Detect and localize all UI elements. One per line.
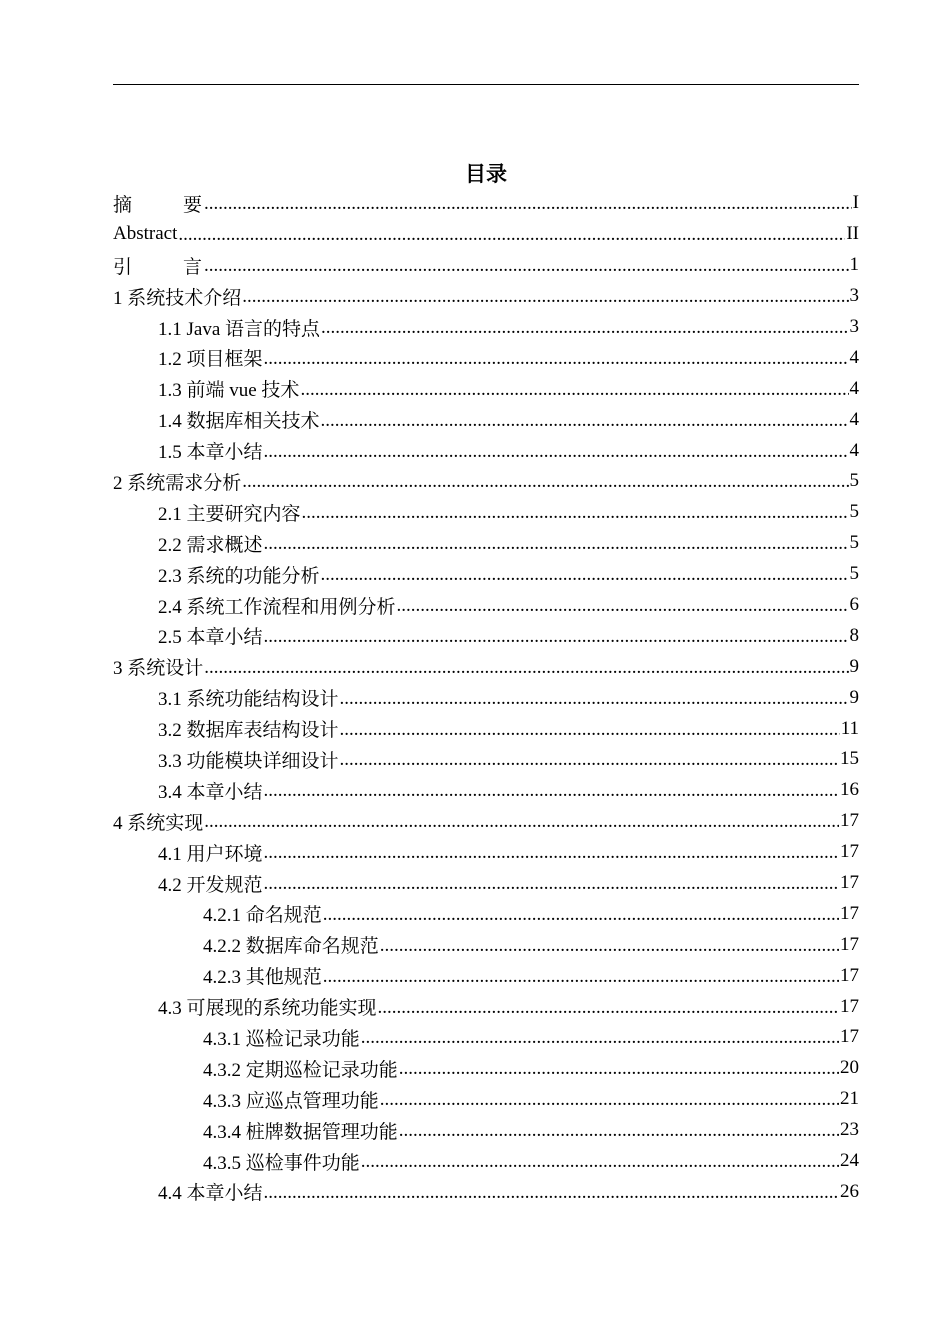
toc-dot-leader — [361, 1151, 839, 1173]
toc-entry-page-number: I — [852, 192, 859, 214]
toc-dot-leader — [264, 441, 849, 463]
toc-entry-label: 4.3 可展现的系统功能实现 — [158, 998, 377, 1020]
toc-entry-label-first-char: 引 — [113, 256, 133, 278]
toc-dot-leader — [264, 873, 839, 895]
toc-entry-page-number: II — [846, 223, 859, 245]
toc-entry-label: 4.3.1 巡检记录功能 — [203, 1028, 360, 1050]
toc-entry-label: 4.3.5 巡检事件功能 — [203, 1152, 360, 1174]
table-of-contents — [113, 188, 859, 1207]
toc-entry[interactable] — [113, 960, 859, 991]
toc-entry[interactable] — [113, 1115, 859, 1146]
toc-entry[interactable] — [113, 435, 859, 466]
toc-entry[interactable] — [113, 898, 859, 929]
toc-entry-page-number: 5 — [849, 563, 859, 585]
toc-dot-leader — [302, 502, 849, 524]
toc-entry-page-number: 17 — [840, 933, 859, 955]
toc-dot-leader — [399, 1120, 839, 1142]
toc-dot-leader — [264, 842, 839, 864]
toc-entry[interactable] — [113, 1146, 859, 1177]
toc-entry-label: 3.1 系统功能结构设计 — [158, 689, 339, 711]
toc-dot-leader — [380, 1089, 839, 1111]
toc-entry[interactable] — [113, 497, 859, 528]
toc-entry[interactable] — [113, 528, 859, 559]
toc-dot-leader — [323, 904, 839, 926]
toc-entry[interactable] — [113, 466, 859, 497]
toc-dot-leader — [361, 1027, 839, 1049]
toc-title: 目录 — [465, 162, 507, 186]
toc-entry-label-first-char: 摘 — [113, 194, 133, 216]
toc-entry-page-number: 23 — [840, 1119, 859, 1141]
toc-entry-label: 4.3.4 桩牌数据管理功能 — [203, 1121, 398, 1143]
toc-dot-leader — [204, 811, 839, 833]
toc-entry-page-number: 17 — [840, 841, 859, 863]
toc-entry-page-number: 16 — [840, 779, 859, 801]
toc-entry-label: 3.2 数据库表结构设计 — [158, 720, 339, 742]
toc-entry-label: 4.2 开发规范 — [158, 874, 263, 896]
toc-entry-label: 4.2.1 命名规范 — [203, 905, 322, 927]
toc-entry[interactable] — [113, 373, 859, 404]
toc-entry[interactable] — [113, 620, 859, 651]
toc-entry-label: 2.3 系统的功能分析 — [158, 565, 320, 587]
toc-entry-page-number: 26 — [840, 1180, 859, 1202]
toc-dot-leader — [242, 286, 848, 308]
toc-entry-page-number: 6 — [849, 594, 859, 616]
toc-entry-page-number: 17 — [840, 902, 859, 924]
toc-entry[interactable] — [113, 1177, 859, 1208]
toc-entry-label — [113, 190, 203, 217]
toc-dot-leader — [264, 348, 849, 370]
toc-entry-page-number: 5 — [849, 532, 859, 554]
toc-entry-label: 2 系统需求分析 — [113, 472, 242, 494]
toc-entry[interactable] — [113, 744, 859, 775]
toc-entry[interactable] — [113, 991, 859, 1022]
toc-entry-label: 4.1 用户环境 — [158, 843, 263, 865]
toc-dot-leader — [378, 997, 839, 1019]
toc-entry-page-number: 5 — [849, 470, 859, 492]
toc-dot-leader — [380, 935, 839, 957]
toc-entry-page-number: 17 — [840, 995, 859, 1017]
toc-entry[interactable] — [113, 1053, 859, 1084]
toc-entry-label: 3 系统设计 — [113, 658, 204, 680]
toc-entry-label: 2.2 需求概述 — [158, 534, 263, 556]
toc-entry[interactable] — [113, 590, 859, 621]
toc-entry-page-number: 9 — [849, 655, 859, 677]
toc-dot-leader — [300, 379, 848, 401]
toc-dot-leader — [321, 317, 848, 339]
toc-dot-leader — [178, 224, 845, 246]
toc-entry[interactable] — [113, 775, 859, 806]
toc-entry-label: Abstract — [113, 223, 178, 245]
toc-entry-label: 1.4 数据库相关技术 — [158, 411, 320, 433]
toc-entry[interactable] — [113, 559, 859, 590]
toc-entry-label: 4.2.2 数据库命名规范 — [203, 936, 379, 958]
toc-entry-page-number: 5 — [849, 501, 859, 523]
toc-entry-label: 2.4 系统工作流程和用例分析 — [158, 596, 396, 618]
toc-entry[interactable] — [113, 250, 859, 281]
toc-entry-label: 4 系统实现 — [113, 812, 204, 834]
toc-entry-page-number: 11 — [840, 717, 859, 739]
toc-entry-label: 4.3.3 应巡点管理功能 — [203, 1090, 379, 1112]
toc-entry[interactable] — [113, 342, 859, 373]
toc-entry-label: 2.1 主要研究内容 — [158, 503, 301, 525]
toc-entry[interactable] — [113, 713, 859, 744]
toc-entry[interactable] — [113, 188, 859, 219]
toc-entry-label-second-char: 要 — [183, 194, 203, 216]
toc-entry-page-number: 17 — [840, 872, 859, 894]
toc-entry-page-number: 3 — [849, 285, 859, 307]
toc-entry-page-number: 15 — [840, 748, 859, 770]
toc-entry-page-number: 1 — [849, 254, 859, 276]
toc-entry[interactable] — [113, 1084, 859, 1115]
toc-entry[interactable] — [113, 837, 859, 868]
toc-entry-label: 1.1 Java 语言的特点 — [158, 318, 321, 340]
toc-entry-label: 1.2 项目框架 — [158, 349, 263, 371]
toc-entry[interactable] — [113, 868, 859, 899]
toc-entry[interactable] — [113, 1022, 859, 1053]
toc-entry-page-number: 17 — [840, 964, 859, 986]
toc-entry-page-number: 3 — [849, 316, 859, 337]
toc-entry[interactable] — [113, 312, 859, 343]
toc-entry-page-number: 20 — [840, 1057, 859, 1079]
toc-dot-leader — [399, 1058, 839, 1080]
toc-entry[interactable] — [113, 682, 859, 713]
toc-entry-page-number: 17 — [840, 810, 859, 832]
toc-entry-page-number: 4 — [849, 346, 859, 368]
toc-dot-leader — [321, 410, 849, 432]
toc-entry-label: 3.3 功能模块详细设计 — [158, 750, 339, 772]
toc-entry-page-number: 24 — [840, 1150, 859, 1172]
toc-entry-page-number: 17 — [840, 1026, 859, 1048]
toc-entry[interactable] — [113, 219, 859, 250]
toc-dot-leader — [204, 255, 849, 277]
toc-entry-page-number: 8 — [849, 624, 859, 646]
toc-entry-page-number: 9 — [849, 686, 859, 708]
toc-entry[interactable] — [113, 806, 859, 837]
toc-entry-label: 2.5 本章小结 — [158, 627, 263, 649]
toc-entry-label-second-char: 言 — [183, 256, 203, 278]
toc-entry-page-number: 4 — [849, 439, 859, 461]
toc-entry-label: 4.3.2 定期巡检记录功能 — [203, 1059, 398, 1081]
toc-dot-leader — [397, 595, 849, 617]
toc-entry-label: 4.4 本章小结 — [158, 1183, 263, 1205]
toc-dot-leader — [264, 1182, 839, 1204]
toc-entry-label: 1 系统技术介绍 — [113, 287, 242, 309]
toc-dot-leader — [340, 749, 839, 771]
header-rule — [113, 84, 859, 85]
toc-entry-page-number: 21 — [840, 1088, 859, 1110]
toc-entry-page-number: 4 — [849, 408, 859, 430]
toc-entry-page-number: 4 — [849, 377, 859, 399]
toc-entry-label: 1.3 前端 vue 技术 — [158, 380, 300, 402]
toc-dot-leader — [264, 626, 849, 648]
toc-dot-leader — [264, 533, 849, 555]
toc-entry-label: 4.2.3 其他规范 — [203, 967, 322, 989]
toc-dot-leader — [204, 657, 848, 679]
toc-entry[interactable] — [113, 929, 859, 960]
toc-entry-label — [113, 252, 203, 279]
toc-dot-leader — [321, 564, 849, 586]
toc-entry-label: 1.5 本章小结 — [158, 442, 263, 464]
toc-dot-leader — [340, 688, 849, 710]
toc-entry[interactable] — [113, 404, 859, 435]
toc-dot-leader — [242, 471, 848, 493]
toc-dot-leader — [204, 193, 852, 215]
toc-entry-label: 3.4 本章小结 — [158, 781, 263, 803]
toc-entry[interactable] — [113, 281, 859, 312]
toc-dot-leader — [264, 780, 839, 802]
toc-entry[interactable] — [113, 651, 859, 682]
toc-dot-leader — [323, 966, 839, 988]
toc-dot-leader — [340, 719, 840, 741]
